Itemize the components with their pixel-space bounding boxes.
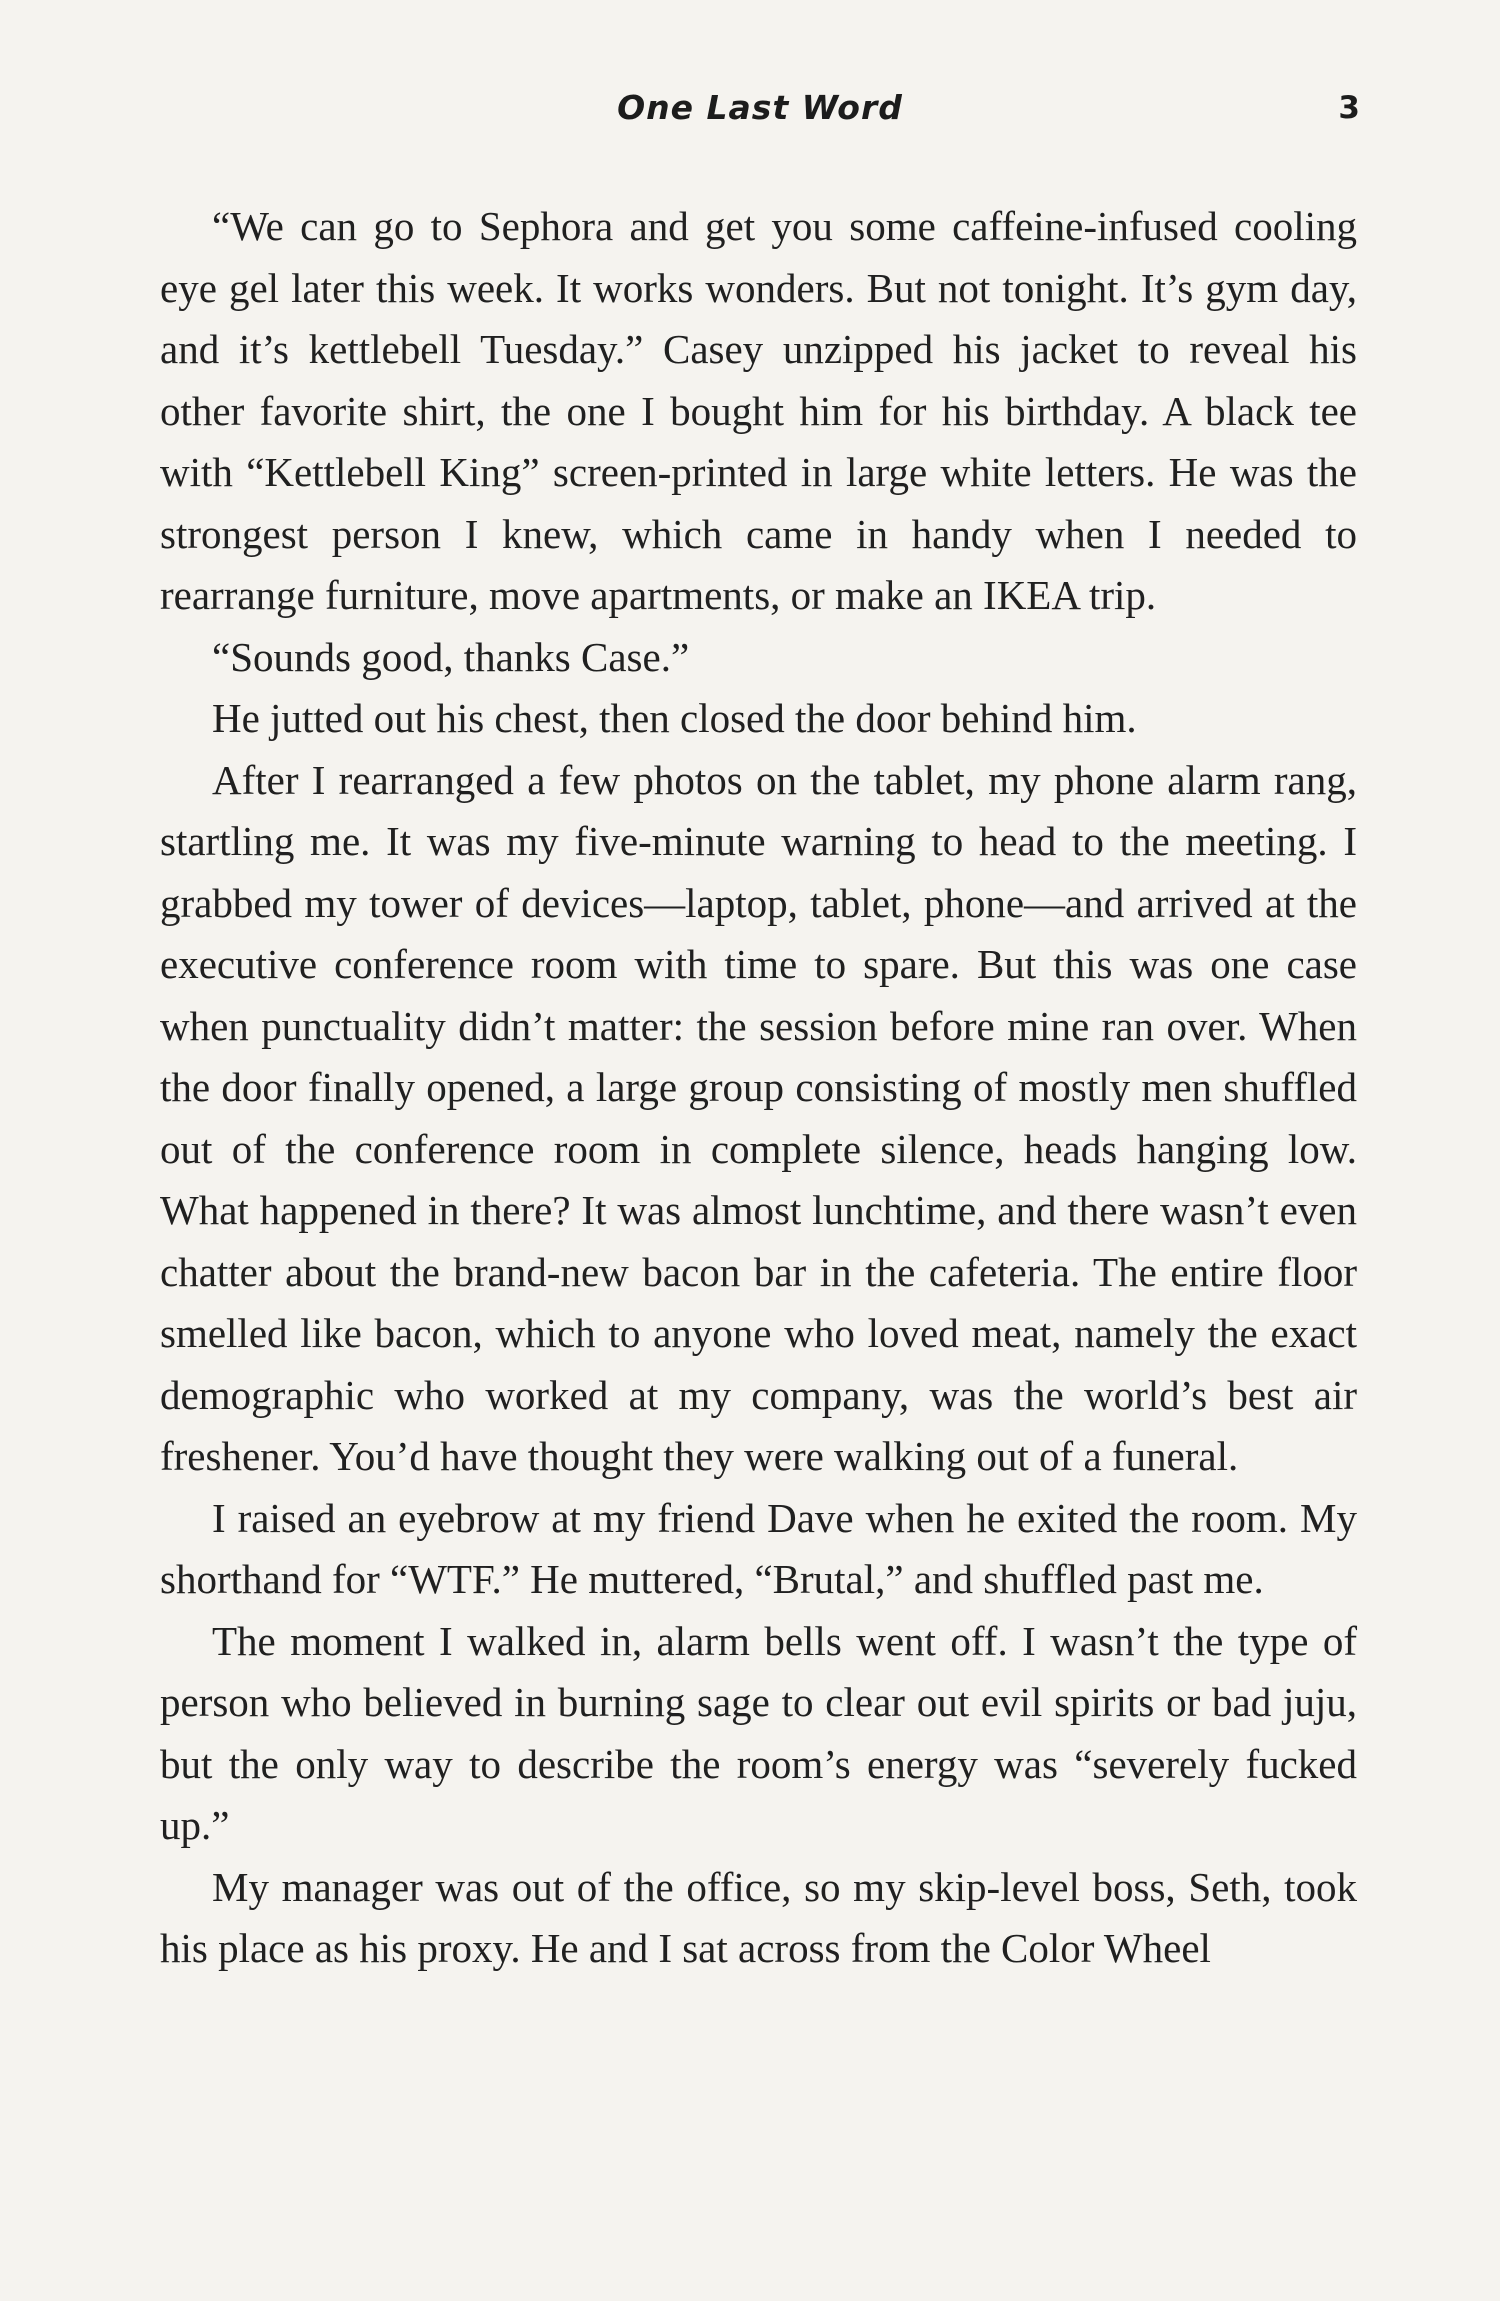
paragraph: I raised an eyebrow at my friend Dave when he exited the room. My shorthand for “WTF.” He muttered, “Brutal,” and shuffled past me. [160, 1494, 1357, 1602]
paragraph: After I rearranged a few photos on the tablet, my phone alarm rang, startling me. It was my five-minute warning to head to the meeting. I grabbed my tower of devices—laptop, tablet, phone—and arrived at the executive conference room with time to spare. But this was one case when punctuality didn’t matter: the session before mine ran over. When the door finally opened, a large group consisting of mostly men shuffled out of the conference room in complete silence, heads hanging low. What happened in there? It was almost lunchtime, and there wasn’t even chatter about the brand-new bacon bar in the cafeteria. The entire floor smelled like bacon, which to anyone who loved meat, namely the exact demographic who worked at my company, was the world’s best air freshener. You’d have thought they were walking out of a funeral. [160, 756, 1357, 1479]
running-head [160, 88, 1360, 138]
page-number: 3 [1338, 90, 1360, 126]
book-title: One Last Word [617, 88, 903, 127]
paragraph: “Sounds good, thanks Case.” [212, 633, 690, 680]
paragraph: He jutted out his chest, then closed the door behind him. [212, 695, 1137, 741]
body-text [160, 196, 1357, 1980]
paragraph: “We can go to Sephora and get you some caffeine-infused cooling eye gel later this week. It works wonders. But not tonight. It’s gym day, and it’s kettlebell Tuesday.” Casey unzipped his jacket to reveal his other favorite shirt, the one I bought him for his birthday. A black tee with “Kettlebell King” screen-printed in large white letters. He was the strongest person I knew, which came in handy when I needed to rearrange furniture, move apartments, or make an IKEA trip. [160, 203, 1357, 618]
paragraph: My manager was out of the office, so my skip-level boss, Seth, took his place as his proxy. He and I sat across from the Color Wheel [160, 1863, 1357, 1971]
paragraph: The moment I walked in, alarm bells went off. I wasn’t the type of person who believed in burning sage to clear out evil spirits or bad juju, but the only way to describe the room’s energy was “severely fucked up.” [160, 1617, 1357, 1848]
